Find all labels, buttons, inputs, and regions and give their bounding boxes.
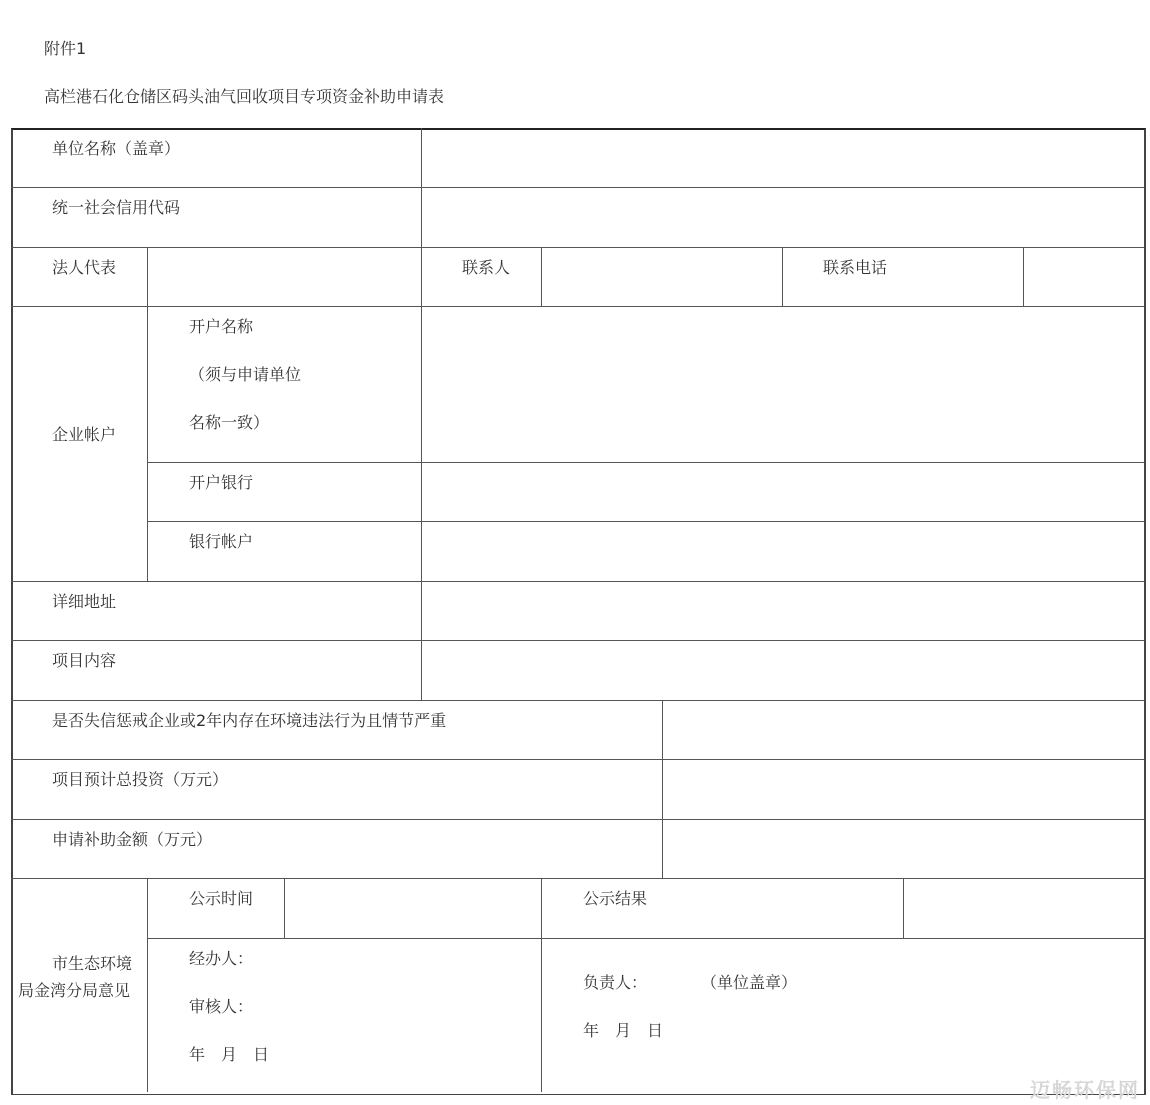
column-divider	[782, 247, 783, 307]
row-divider	[147, 938, 1144, 939]
publicity-time-field[interactable]	[286, 880, 540, 937]
row-divider	[11, 878, 1144, 879]
contact-phone-field[interactable]	[1025, 249, 1143, 305]
publicity-time-label: 公示时间	[189, 889, 254, 908]
row-divider	[11, 187, 1144, 188]
row-divider	[11, 759, 1144, 760]
bank-account-label: 银行帐户	[189, 532, 254, 551]
project-content-field[interactable]	[423, 642, 1143, 699]
row-divider	[147, 462, 1144, 463]
column-divider	[147, 247, 148, 581]
credit-code-label: 统一社会信用代码	[52, 198, 181, 217]
account-name-field[interactable]	[423, 308, 1143, 461]
row-divider	[11, 640, 1144, 641]
bank-label: 开户银行	[189, 473, 254, 492]
contact-phone-label: 联系电话	[823, 258, 888, 277]
project-content-label: 项目内容	[52, 651, 117, 670]
person-in-charge-label: 负责人：	[583, 973, 648, 992]
column-divider	[541, 247, 542, 307]
row-divider	[11, 700, 1144, 701]
column-divider	[421, 128, 422, 700]
unit-name-label: 单位名称（盖章）	[52, 139, 181, 158]
dishonest-answer-field[interactable]	[664, 702, 1143, 758]
account-name-label-line3: 名称一致）	[189, 413, 270, 432]
publicity-result-label: 公示结果	[583, 889, 648, 908]
dishonest-question-label: 是否失信惩戒企业或2年内存在环境违法行为且情节严重	[52, 711, 447, 730]
bureau-opinion-label-line2: 局金湾分局意见	[18, 981, 131, 1000]
column-divider	[1023, 247, 1024, 307]
date-right-label: 年 月 日	[583, 1021, 664, 1040]
total-investment-field[interactable]	[664, 761, 1143, 818]
subsidy-amount-label: 申请补助金额（万元）	[52, 830, 213, 849]
credit-code-field[interactable]	[423, 189, 1143, 246]
date-left-label: 年 月 日	[189, 1045, 270, 1064]
row-divider	[11, 247, 1144, 248]
watermark: 迈畅环保网	[1030, 1078, 1140, 1102]
address-label: 详细地址	[52, 592, 117, 611]
unit-name-field[interactable]	[423, 130, 1143, 186]
legal-rep-field[interactable]	[149, 249, 420, 305]
bureau-opinion-label-line1: 市生态环境	[52, 954, 133, 973]
account-name-label-line2: （须与申请单位	[189, 365, 302, 384]
contact-person-label: 联系人	[462, 258, 511, 277]
row-divider	[11, 819, 1144, 820]
row-divider	[11, 306, 1144, 307]
unit-seal-label: （单位盖章）	[701, 973, 798, 992]
row-divider	[11, 581, 1144, 582]
bank-field[interactable]	[423, 464, 1143, 520]
column-divider	[284, 878, 285, 939]
column-divider	[903, 878, 904, 939]
column-divider	[541, 878, 542, 1092]
column-divider	[147, 878, 148, 1092]
attachment-label: 附件1	[44, 39, 87, 58]
column-divider	[662, 700, 663, 879]
publicity-result-field[interactable]	[905, 880, 1143, 937]
application-form-table	[11, 128, 1144, 1094]
subsidy-amount-field[interactable]	[664, 821, 1143, 877]
account-name-label-line1: 开户名称	[189, 317, 254, 336]
contact-person-field[interactable]	[543, 249, 781, 305]
row-divider	[147, 521, 1144, 522]
bank-account-field[interactable]	[423, 523, 1143, 580]
enterprise-account-label: 企业帐户	[52, 425, 117, 444]
total-investment-label: 项目预计总投资（万元）	[52, 770, 229, 789]
legal-rep-label: 法人代表	[52, 258, 117, 277]
handler-label: 经办人：	[189, 949, 254, 968]
document-title: 高栏港石化仓储区码头油气回收项目专项资金补助申请表	[44, 87, 445, 106]
address-field[interactable]	[423, 583, 1143, 639]
reviewer-label: 审核人：	[189, 997, 254, 1016]
